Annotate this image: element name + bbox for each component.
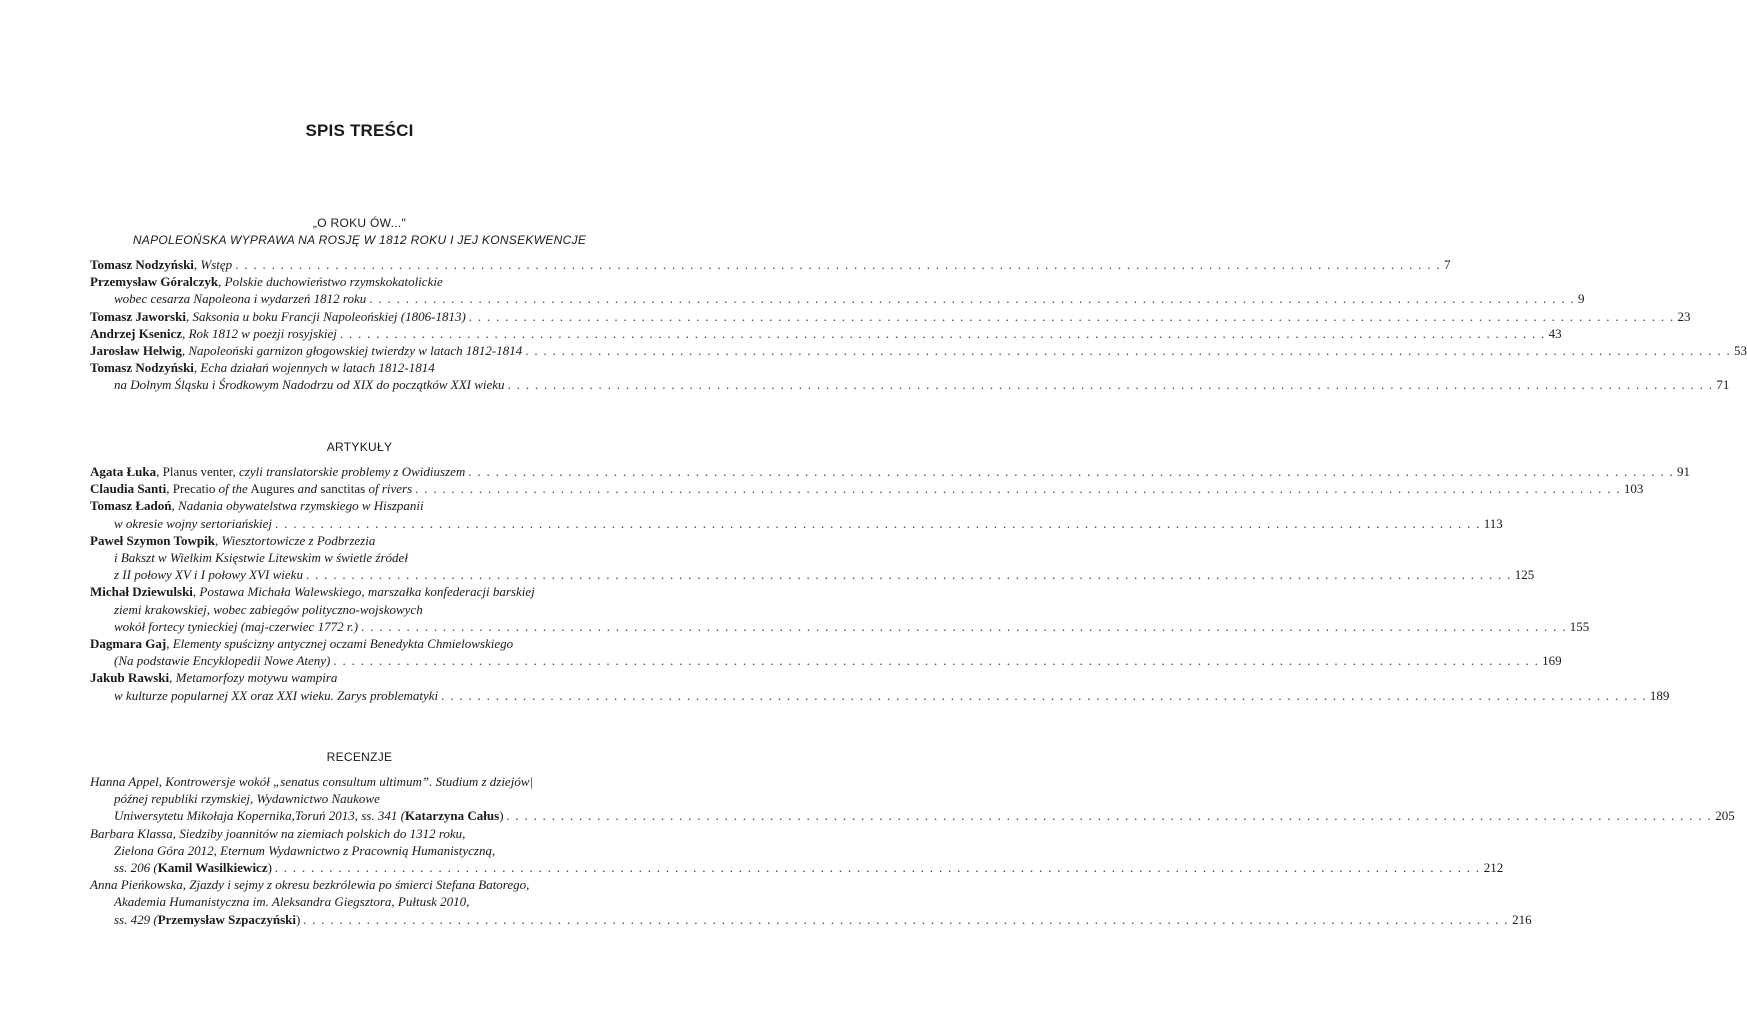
leader-dots [369,290,1575,307]
section-subheading: NAPOLEOŃSKA WYPRAWA NA ROSJĘ W 1812 ROKU I JEJ KONSEKWENCJE [132,233,587,247]
author: Tomasz Nodzyński [90,257,194,272]
toc-section-2 [90,463,1691,704]
entry-title: Polskie duchowieństwo rzymskokatolickie [224,274,443,290]
leader-dots [508,376,1714,393]
entry-title-continued: i Bakszt w Wielkim Księstwie Litewskim w świetle źródeł [114,550,408,566]
entry-title: Nadania obywatelstwa rzymskiego w Hiszpanii [178,498,424,514]
leader-dots [333,652,1539,669]
author: Jakub Rawski [90,670,170,686]
entry-title-continued: wobec cesarza Napoleona i wydarzeń 1812 roku [114,291,367,307]
review-title: Anna Pieńkowska, Zjazdy i sejmy z okresu bezkrólewia po śmierci Stefana Batorego, [90,877,530,893]
review-title-continued: ss. 429 ( [114,911,158,927]
leader-dots [275,515,1481,532]
review-title: Hanna Appel, Kontrowersje wokół „senatus consultum ultimum”. Studium z dziejów| [90,774,534,789]
reviewer: Kamil Wasilkiewicz [157,860,268,876]
author: Tomasz Nodzyński [90,360,194,376]
entry-title: Wiesztortowicze z Podbrzezia [221,532,376,548]
entry-title: Postawa Michała Walewskiego, marszałka konfederacji barskiej [199,584,535,600]
page-number: 189 [1649,687,1670,703]
section-heading: RECENZJE [326,750,393,764]
toc-entry[interactable]: Andrzej Ksenicz, Rok 1812 w poezji rosyjskiej . . . 43 [90,325,628,342]
page-number: 125 [1514,567,1535,583]
page-number: 23 [1677,308,1691,324]
page-title: SPIS TREŚCI [305,121,414,140]
entry-title-continued: w kulturze popularnej XX oraz XXI wieku. Zarys problematyki [114,687,439,703]
review-title-continued: późnej republiki rzymskiej, Wydawnictwo Naukowe [114,791,380,807]
page-number: 91 [1677,464,1691,479]
entry-title: Wstęp [200,257,233,272]
page-number: 216 [1512,911,1532,927]
page-number: 212 [1483,860,1504,876]
author: Dagmara Gaj [90,636,167,652]
toc-entry[interactable]: Jarosław Helwig, Napoleoński garnizon głogowskiej twierdzy w latach 1812-1814 . . . 53 [90,342,628,359]
review-entry[interactable]: Anna Pieńkowska, Zjazdy i sejmy z okresu bezkrólewia po śmierci Stefana Batorego, Akademia Humanistyczna im. Aleksandra Giegsztora, Pułtusk 2010, ss. 429 (Przemysław Szpaczyński) . . . 216 [90,876,628,928]
page-number: 9 [1578,291,1585,307]
page-number: 53 [1734,343,1747,359]
leader-dots [361,618,1567,635]
leader-dots [303,911,1509,928]
entry-title: Metamorfozy motywu wampira [175,670,338,686]
review-title-continued: ss. 206 ( [114,860,158,876]
page-number: 43 [1548,325,1562,341]
author: Jarosław Helwig [90,343,182,359]
author: Paweł Szymon Towpik [90,532,215,548]
leader-dots [306,566,1512,583]
page-number: 7 [1443,257,1451,272]
entry-title: Elementy spuścizny antycznej oczami Benedykta Chmielowskiego [172,636,514,652]
page-number: 113 [1483,515,1503,531]
leader-dots [415,480,1621,497]
section-heading: ARTYKUŁY [326,440,393,454]
section-heading: „O ROKU ÓW..." [312,216,407,230]
author: Przemysław Góralczyk [90,274,219,290]
leader-dots [275,859,1481,876]
author: Claudia Santi [90,481,167,497]
page-number: 71 [1716,377,1730,393]
leader-dots [441,687,1647,704]
toc-entry[interactable]: Paweł Szymon Towpik, Wiesztortowicze z Podbrzezia i Bakszt w Wielkim Księstwie Litewskim w świetle źródeł z II połowy XV i I połowy XVI wieku . . . 125 [90,532,628,584]
author: Tomasz Ładoń [90,498,172,514]
entry-title-continued: (Na podstawie Encyklopedii Nowe Ateny) [114,653,331,669]
leader-dots [468,463,1674,480]
review-title-continued: Zielona Góra 2012, Eternum Wydawnictwo z Pracownią Humanistyczną, [114,842,496,858]
leader-dots [507,807,1713,824]
entry-title-continued: z II połowy XV i I połowy XVI wieku [114,567,303,583]
author: Agata Łuka [90,464,157,479]
entry-title-continued: wokół fortecy tynieckiej (maj-czerwiec 1772 r.) [114,618,359,634]
author: Michał Dziewulski [90,584,193,600]
review-title-continued: Uniwersytetu Mikołaja Kopernika,Toruń 2013, ss. 341 ( [114,808,405,824]
toc-section-1 [90,256,1747,394]
entry-title-continued: ziemi krakowskiej, wobec zabiegów polityczno-wojskowych [114,601,423,617]
entry-title: Echa działań wojennych w latach 1812-1814 [200,360,435,376]
review-entry[interactable]: Barbara Klassa, Siedziby joannitów na ziemiach polskich do 1312 roku, Zielona Góra 2012, Eternum Wydawnictwo z Pracownią Humanistyczną, ss. 206 (Kamil Wasilkiewicz) . . . 212 [90,825,628,877]
entry-title: Napoleoński garnizon głogowskiej twierdzy w latach 1812-1814 [188,343,523,359]
toc-section-3 [90,773,1735,928]
author: Andrzej Ksenicz [90,325,183,341]
toc-entry[interactable]: Tomasz Nodzyński, Echa działań wojennych w latach 1812-1814 na Dolnym Śląsku i Środkowym Nadodrzu od XIX do początków XXI wieku . . . 71 [90,359,628,393]
toc-entry[interactable]: Przemysław Góralczyk, Polskie duchowieństwo rzymskokatolickie wobec cesarza Napoleona i wydarzeń 1812 roku . . . 9 [90,273,628,307]
toc-entry[interactable]: Tomasz Jaworski, Saksonia u boku Francji Napoleońskiej (1806-1813) . . . 23 [90,308,628,325]
entry-title-continued: na Dolnym Śląsku i Środkowym Nadodrzu od XIX do początków XXI wieku [114,377,505,393]
toc-entry[interactable]: Tomasz Ładoń, Nadania obywatelstwa rzymskiego w Hiszpanii w okresie wojny sertoriańskiej . . . 113 [90,497,628,531]
reviewer: Przemysław Szpaczyński [157,911,296,927]
page-number: 155 [1569,618,1590,634]
toc-entry[interactable]: Agata Łuka, Planus venter, czyli translatorskie problemy z Owidiuszem . . . 91 [90,463,628,480]
review-title-continued: Akademia Humanistyczna im. Aleksandra Giegsztora, Pułtusk 2010, [114,894,470,910]
toc-entry[interactable]: Claudia Santi, Precatio of the Augures and sanctitas of rivers . . . 103 [90,480,628,497]
leader-dots [235,256,1441,273]
author: Tomasz Jaworski [90,308,186,324]
toc-entry[interactable]: Jakub Rawski, Metamorfozy motywu wampira w kulturze popularnej XX oraz XXI wieku. Zarys problematyki . . . 189 [90,669,628,703]
entry-title-continued: w okresie wojny sertoriańskiej [114,515,273,531]
review-entry[interactable]: Hanna Appel, Kontrowersje wokół „senatus consultum ultimum”. Studium z dziejów| późnej republiki rzymskiej, Wydawnictwo Naukowe Uniwersytetu Mikołaja Kopernika,Toruń 2013, ss. 341 (Katarzyna Całus) . . . 205 [90,773,628,825]
leader-dots [469,308,1675,325]
reviewer: Katarzyna Całus [404,808,500,824]
toc-entry[interactable]: Tomasz Nodzyński, Wstęp . . . 7 [90,256,628,273]
page-number: 169 [1542,653,1562,669]
page-number: 103 [1623,481,1644,497]
entry-title: Saksonia u boku Francji Napoleońskiej (1806-1813) [192,308,466,324]
leader-dots [525,342,1731,359]
page-number: 205 [1715,808,1735,824]
leader-dots [340,325,1546,342]
review-title: Barbara Klassa, Siedziby joannitów na ziemiach polskich do 1312 roku, [90,825,466,841]
entry-title: Rok 1812 w poezji rosyjskiej [188,325,337,341]
toc-entry[interactable]: Dagmara Gaj, Elementy spuścizny antycznej oczami Benedykta Chmielowskiego (Na podstawie Encyklopedii Nowe Ateny) . . . 169 [90,635,628,669]
toc-entry[interactable]: Michał Dziewulski, Postawa Michała Walewskiego, marszałka konfederacji barskiej ziemi krakowskiej, wobec zabiegów polityczno-wojskowych wokół fortecy tynieckiej (maj-czerwiec 1772 r.) . . . 155 [90,583,628,635]
